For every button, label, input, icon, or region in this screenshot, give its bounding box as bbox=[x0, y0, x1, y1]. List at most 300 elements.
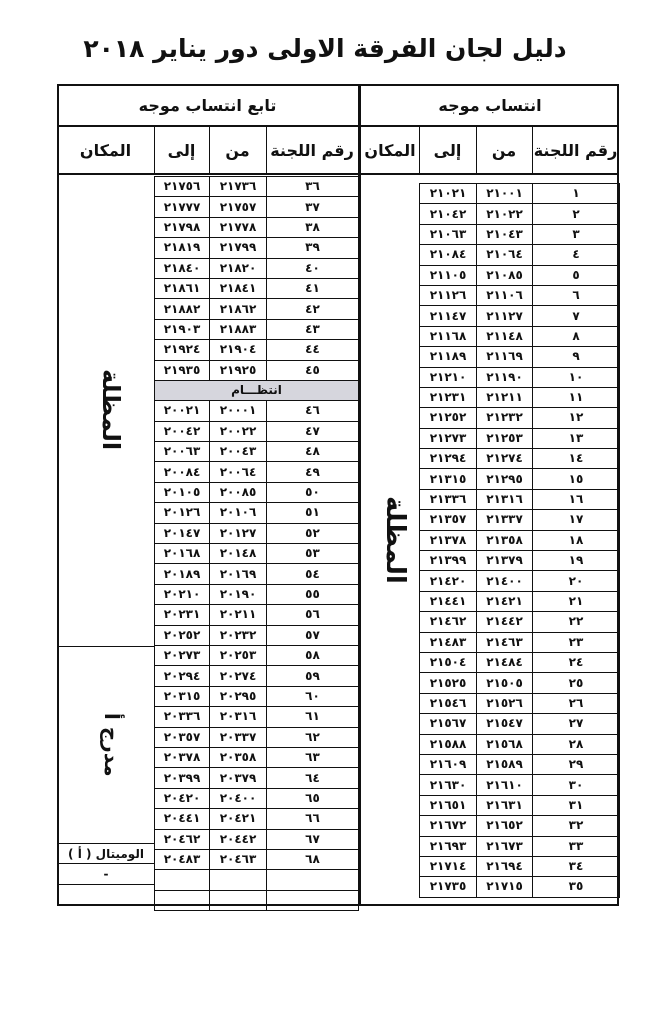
hdr-divider bbox=[209, 126, 210, 174]
committee-number-cell: ١٣ bbox=[533, 428, 620, 448]
table-row bbox=[420, 571, 620, 591]
from-seat-cell: ٢١٦٥٢ bbox=[477, 816, 533, 836]
table-row bbox=[155, 747, 359, 767]
from-seat-cell: ٢١٧٣٦ bbox=[210, 177, 267, 197]
table-row bbox=[155, 849, 359, 869]
from-seat-cell: ٢١٣٣٧ bbox=[477, 510, 533, 530]
committee-number-cell: ٤٥ bbox=[267, 360, 359, 380]
table-row bbox=[420, 591, 620, 611]
from-seat-cell: ٢١٢١١ bbox=[477, 387, 533, 407]
to-seat-cell: ٢١٠٨٤ bbox=[420, 245, 477, 265]
table-row bbox=[420, 551, 620, 571]
from-seat-cell: ٢١٧٩٩ bbox=[210, 238, 267, 258]
table-row bbox=[155, 197, 359, 217]
to-seat-cell: ٢١٥٢٥ bbox=[420, 673, 477, 693]
to-seat-cell: ٢١٣٧٨ bbox=[420, 530, 477, 550]
place-split-rule bbox=[57, 863, 154, 864]
to-seat-cell: ٢٠٢٣١ bbox=[155, 605, 210, 625]
right-col-from: من bbox=[491, 141, 517, 160]
from-seat-cell: ٢١٠٨٥ bbox=[477, 265, 533, 285]
to-seat-cell: ٢١١٠٥ bbox=[420, 265, 477, 285]
from-seat-cell: ٢١٦٣١ bbox=[477, 795, 533, 815]
place-split-rule bbox=[57, 646, 154, 647]
to-seat-cell: ٢١٤٨٣ bbox=[420, 632, 477, 652]
committee-number-cell: ٣١ bbox=[533, 795, 620, 815]
committee-number-cell: ٦٦ bbox=[267, 809, 359, 829]
committee-number-cell: ١٦ bbox=[533, 489, 620, 509]
table-row bbox=[155, 503, 359, 523]
to-seat-cell: ٢١٤٤١ bbox=[420, 591, 477, 611]
to-seat-cell: ٢١٣٩٩ bbox=[420, 551, 477, 571]
committee-number-cell: ٦٥ bbox=[267, 788, 359, 808]
empty-cell bbox=[267, 890, 359, 910]
left-place-label-bottom: مدرج أ bbox=[100, 713, 124, 777]
empty-row bbox=[155, 870, 359, 890]
committee-number-cell: ٢٧ bbox=[533, 714, 620, 734]
table-row bbox=[420, 530, 620, 550]
to-seat-cell: ٢٠١٨٩ bbox=[155, 564, 210, 584]
from-seat-cell: ٢١١٦٩ bbox=[477, 347, 533, 367]
hdr-divider bbox=[154, 126, 155, 174]
to-seat-cell: ٢١٠٢١ bbox=[420, 184, 477, 204]
empty-cell bbox=[210, 870, 267, 890]
committee-number-cell: ٢٦ bbox=[533, 693, 620, 713]
left-section-header: تابع انتساب موجه bbox=[138, 96, 277, 115]
to-seat-cell: ٢٠٤٢٠ bbox=[155, 788, 210, 808]
to-seat-cell: ٢٠٠٤٢ bbox=[155, 421, 210, 441]
from-seat-cell: ٢١٢٩٥ bbox=[477, 469, 533, 489]
committee-number-cell: ٥٧ bbox=[267, 625, 359, 645]
from-seat-cell: ٢٠٠٤٣ bbox=[210, 442, 267, 462]
committee-number-cell: ٩ bbox=[533, 347, 620, 367]
table-row bbox=[420, 714, 620, 734]
from-seat-cell: ٢٠٢٩٥ bbox=[210, 686, 267, 706]
to-seat-cell: ٢١٤٦٢ bbox=[420, 612, 477, 632]
left-col-to: إلى bbox=[167, 141, 196, 160]
table-row bbox=[155, 462, 359, 482]
table-row bbox=[155, 727, 359, 747]
to-seat-cell: ٢١٠٤٢ bbox=[420, 204, 477, 224]
left-place-label-dash: - bbox=[103, 867, 109, 881]
left-place-label-last: الوميتال ( أ ) bbox=[68, 847, 144, 861]
committee-number-cell: ٨ bbox=[533, 326, 620, 346]
table-row bbox=[420, 469, 620, 489]
committee-number-cell: ٢٥ bbox=[533, 673, 620, 693]
from-seat-cell: ٢٠٢٧٤ bbox=[210, 666, 267, 686]
committee-number-cell: ١٨ bbox=[533, 530, 620, 550]
table-row bbox=[420, 877, 620, 897]
committee-number-cell: ٤٣ bbox=[267, 319, 359, 339]
to-seat-cell: ٢١٣٥٧ bbox=[420, 510, 477, 530]
from-seat-cell: ٢٠١٢٧ bbox=[210, 523, 267, 543]
from-seat-cell: ٢١١٠٦ bbox=[477, 285, 533, 305]
to-seat-cell: ٢٠٤٨٣ bbox=[155, 849, 210, 869]
committee-number-cell: ٥١ bbox=[267, 503, 359, 523]
empty-cell bbox=[155, 890, 210, 910]
from-seat-cell: ٢٠٢٣٢ bbox=[210, 625, 267, 645]
from-seat-cell: ٢١٧٥٧ bbox=[210, 197, 267, 217]
committee-number-cell: ٤٨ bbox=[267, 442, 359, 462]
table-row bbox=[420, 632, 620, 652]
table-row bbox=[420, 693, 620, 713]
to-seat-cell: ٢٠١٦٨ bbox=[155, 544, 210, 564]
from-seat-cell: ٢١٣١٦ bbox=[477, 489, 533, 509]
to-seat-cell: ٢٠٣٧٨ bbox=[155, 747, 210, 767]
break-label: انتظـــام bbox=[155, 380, 359, 400]
table-row bbox=[420, 428, 620, 448]
table-row bbox=[420, 652, 620, 672]
committee-number-cell: ٢٠ bbox=[533, 571, 620, 591]
committee-number-cell: ١ bbox=[533, 184, 620, 204]
table-row bbox=[420, 775, 620, 795]
committee-number-cell: ٣٣ bbox=[533, 836, 620, 856]
from-seat-cell: ٢١٧١٥ bbox=[477, 877, 533, 897]
committee-number-cell: ٤٤ bbox=[267, 340, 359, 360]
table-row bbox=[420, 673, 620, 693]
from-seat-cell: ٢١٨٨٣ bbox=[210, 319, 267, 339]
committee-number-cell: ١٧ bbox=[533, 510, 620, 530]
from-seat-cell: ٢٠١٦٩ bbox=[210, 564, 267, 584]
table-row bbox=[420, 510, 620, 530]
committee-number-cell: ٢٢ bbox=[533, 612, 620, 632]
to-seat-cell: ٢١٧٩٨ bbox=[155, 217, 210, 237]
to-seat-cell: ٢٠٢٧٣ bbox=[155, 645, 210, 665]
committee-number-cell: ٥٨ bbox=[267, 645, 359, 665]
left-col-place: المكان bbox=[79, 141, 132, 160]
table-row bbox=[420, 184, 620, 204]
to-seat-cell: ٢١١٤٧ bbox=[420, 306, 477, 326]
from-seat-cell: ٢١٤٠٠ bbox=[477, 571, 533, 591]
to-seat-cell: ٢٠٠٨٤ bbox=[155, 462, 210, 482]
table-row bbox=[155, 360, 359, 380]
to-seat-cell: ٢١٦٥١ bbox=[420, 795, 477, 815]
from-seat-cell: ٢٠٣٥٨ bbox=[210, 747, 267, 767]
to-seat-cell: ٢١٢٩٤ bbox=[420, 449, 477, 469]
from-seat-cell: ٢١٤٤٢ bbox=[477, 612, 533, 632]
to-seat-cell: ٢١٥٤٦ bbox=[420, 693, 477, 713]
to-seat-cell: ٢٠١٤٧ bbox=[155, 523, 210, 543]
to-seat-cell: ٢٠٤٦٢ bbox=[155, 829, 210, 849]
to-seat-cell: ٢١٨٦١ bbox=[155, 278, 210, 298]
to-seat-cell: ٢١٧١٤ bbox=[420, 856, 477, 876]
hdr-divider bbox=[419, 126, 420, 174]
from-seat-cell: ٢١٥٦٨ bbox=[477, 734, 533, 754]
to-seat-cell: ٢١٦٧٢ bbox=[420, 816, 477, 836]
committee-number-cell: ١١ bbox=[533, 387, 620, 407]
to-seat-cell: ٢١٩٢٤ bbox=[155, 340, 210, 360]
from-seat-cell: ٢٠١٠٦ bbox=[210, 503, 267, 523]
committee-number-cell: ٥٦ bbox=[267, 605, 359, 625]
to-seat-cell: ٢١٠٦٣ bbox=[420, 224, 477, 244]
from-seat-cell: ٢١٣٥٨ bbox=[477, 530, 533, 550]
from-seat-cell: ٢١٩٠٤ bbox=[210, 340, 267, 360]
to-seat-cell: ٢١٣٣٦ bbox=[420, 489, 477, 509]
table-row bbox=[155, 829, 359, 849]
table-row bbox=[155, 217, 359, 237]
from-seat-cell: ٢٠٤٤٢ bbox=[210, 829, 267, 849]
from-seat-cell: ٢١٥٢٦ bbox=[477, 693, 533, 713]
from-seat-cell: ٢١٤٢١ bbox=[477, 591, 533, 611]
from-seat-cell: ٢٠٣١٦ bbox=[210, 707, 267, 727]
committee-number-cell: ٢٤ bbox=[533, 652, 620, 672]
committee-number-cell: ٥٥ bbox=[267, 584, 359, 604]
from-seat-cell: ٢٠٠٢٢ bbox=[210, 421, 267, 441]
from-seat-cell: ٢١٥٠٥ bbox=[477, 673, 533, 693]
to-seat-cell: ٢١٩٣٥ bbox=[155, 360, 210, 380]
table-row bbox=[155, 421, 359, 441]
from-seat-cell: ٢١١٤٨ bbox=[477, 326, 533, 346]
page-title: دليل لجان الفرقة الاولى دور يناير ٢٠١٨ bbox=[83, 34, 567, 63]
table-row bbox=[420, 612, 620, 632]
from-seat-cell: ٢٠١٩٠ bbox=[210, 584, 267, 604]
hdr-divider bbox=[476, 126, 477, 174]
from-seat-cell: ٢٠٢١١ bbox=[210, 605, 267, 625]
committee-number-cell: ٥٣ bbox=[267, 544, 359, 564]
from-seat-cell: ٢١٣٧٩ bbox=[477, 551, 533, 571]
from-seat-cell: ٢٠٠٨٥ bbox=[210, 482, 267, 502]
committee-number-cell: ١٩ bbox=[533, 551, 620, 571]
from-seat-cell: ٢٠٤٠٠ bbox=[210, 788, 267, 808]
table-row bbox=[155, 544, 359, 564]
committee-number-cell: ١٢ bbox=[533, 408, 620, 428]
table-row bbox=[420, 816, 620, 836]
table-row bbox=[155, 605, 359, 625]
to-seat-cell: ٢١١٨٩ bbox=[420, 347, 477, 367]
table-row bbox=[155, 707, 359, 727]
right-col-committee: رقم اللجنة bbox=[533, 141, 618, 160]
committee-number-cell: ٧ bbox=[533, 306, 620, 326]
from-seat-cell: ٢١٠٢٢ bbox=[477, 204, 533, 224]
to-seat-cell: ٢١٦٣٠ bbox=[420, 775, 477, 795]
table-row bbox=[155, 523, 359, 543]
committee-number-cell: ٣٤ bbox=[533, 856, 620, 876]
to-seat-cell: ٢١٤٢٠ bbox=[420, 571, 477, 591]
table-row bbox=[420, 265, 620, 285]
committee-number-cell: ٢١ bbox=[533, 591, 620, 611]
to-seat-cell: ٢١٦٠٩ bbox=[420, 754, 477, 774]
to-seat-cell: ٢٠٢١٠ bbox=[155, 584, 210, 604]
to-seat-cell: ٢١٥٨٨ bbox=[420, 734, 477, 754]
committee-number-cell: ٦٤ bbox=[267, 768, 359, 788]
committee-number-cell: ٤١ bbox=[267, 278, 359, 298]
committee-number-cell: ٦٧ bbox=[267, 829, 359, 849]
hdr-divider bbox=[266, 126, 267, 174]
table-row bbox=[420, 306, 620, 326]
table-row bbox=[420, 347, 620, 367]
from-seat-cell: ٢٠٣٧٩ bbox=[210, 768, 267, 788]
table-row bbox=[155, 768, 359, 788]
to-seat-cell: ٢٠١٢٦ bbox=[155, 503, 210, 523]
to-seat-cell: ٢١١٦٨ bbox=[420, 326, 477, 346]
committee-number-cell: ٤٦ bbox=[267, 401, 359, 421]
table-row bbox=[420, 856, 620, 876]
to-seat-cell: ٢٠٢٩٤ bbox=[155, 666, 210, 686]
from-seat-cell: ٢١٦٩٤ bbox=[477, 856, 533, 876]
to-seat-cell: ٢٠٣٥٧ bbox=[155, 727, 210, 747]
committee-number-cell: ٣٨ bbox=[267, 217, 359, 237]
committee-number-cell: ٣٠ bbox=[533, 775, 620, 795]
committee-number-cell: ٢ bbox=[533, 204, 620, 224]
from-seat-cell: ٢١٨٤١ bbox=[210, 278, 267, 298]
to-seat-cell: ٢٠١٠٥ bbox=[155, 482, 210, 502]
committee-number-cell: ٤٠ bbox=[267, 258, 359, 278]
right-data-table bbox=[419, 183, 620, 898]
to-seat-cell: ٢١٧٥٦ bbox=[155, 177, 210, 197]
table-row bbox=[420, 367, 620, 387]
to-seat-cell: ٢١٨١٩ bbox=[155, 238, 210, 258]
empty-row bbox=[155, 890, 359, 910]
to-seat-cell: ٢٠٢٥٢ bbox=[155, 625, 210, 645]
committee-number-cell: ١٤ bbox=[533, 449, 620, 469]
from-seat-cell: ٢١٦١٠ bbox=[477, 775, 533, 795]
to-seat-cell: ٢١٥٠٤ bbox=[420, 652, 477, 672]
committee-number-cell: ٤٢ bbox=[267, 299, 359, 319]
committee-number-cell: ٥٩ bbox=[267, 666, 359, 686]
to-seat-cell: ٢١٩٠٣ bbox=[155, 319, 210, 339]
table-row bbox=[420, 387, 620, 407]
table-row bbox=[155, 686, 359, 706]
committee-number-cell: ٣٩ bbox=[267, 238, 359, 258]
right-place-label: المظلة bbox=[380, 496, 410, 584]
table-row bbox=[420, 449, 620, 469]
committee-number-cell: ١٠ bbox=[533, 367, 620, 387]
committee-number-cell: ٤ bbox=[533, 245, 620, 265]
table-row bbox=[155, 625, 359, 645]
right-col-to: إلى bbox=[433, 141, 462, 160]
to-seat-cell: ٢١٢١٠ bbox=[420, 367, 477, 387]
committee-number-cell: ٦١ bbox=[267, 707, 359, 727]
empty-cell bbox=[210, 890, 267, 910]
committee-number-cell: ٣٢ bbox=[533, 816, 620, 836]
table-row bbox=[155, 238, 359, 258]
table-row bbox=[420, 224, 620, 244]
table-row bbox=[155, 482, 359, 502]
table-row bbox=[420, 754, 620, 774]
from-seat-cell: ٢١٢٧٤ bbox=[477, 449, 533, 469]
empty-cell bbox=[267, 870, 359, 890]
table-row bbox=[420, 734, 620, 754]
table-row bbox=[420, 285, 620, 305]
table-row bbox=[155, 809, 359, 829]
committee-number-cell: ٤٧ bbox=[267, 421, 359, 441]
to-seat-cell: ٢١٦٩٣ bbox=[420, 836, 477, 856]
right-col-place: المكان bbox=[364, 141, 416, 160]
table-row bbox=[420, 408, 620, 428]
place-split-rule bbox=[57, 843, 154, 844]
to-seat-cell: ٢١٨٨٢ bbox=[155, 299, 210, 319]
table-row bbox=[155, 564, 359, 584]
from-seat-cell: ٢١٨٢٠ bbox=[210, 258, 267, 278]
committee-number-cell: ٥ bbox=[533, 265, 620, 285]
committee-number-cell: ٢٣ bbox=[533, 632, 620, 652]
committee-number-cell: ٢٨ bbox=[533, 734, 620, 754]
hdr-divider bbox=[532, 126, 533, 174]
to-seat-cell: ٢٠٣٣٦ bbox=[155, 707, 210, 727]
table-row bbox=[420, 836, 620, 856]
from-seat-cell: ٢٠٤٢١ bbox=[210, 809, 267, 829]
to-seat-cell: ٢١٢٣١ bbox=[420, 387, 477, 407]
from-seat-cell: ٢٠٠٠١ bbox=[210, 401, 267, 421]
to-seat-cell: ٢١٧٧٧ bbox=[155, 197, 210, 217]
committee-number-cell: ٦٣ bbox=[267, 747, 359, 767]
table-row bbox=[420, 204, 620, 224]
from-seat-cell: ٢١٢٥٣ bbox=[477, 428, 533, 448]
to-seat-cell: ٢١٢٥٢ bbox=[420, 408, 477, 428]
from-seat-cell: ٢١٤٨٤ bbox=[477, 652, 533, 672]
table-row bbox=[155, 258, 359, 278]
left-col-from: من bbox=[225, 141, 250, 160]
committee-number-cell: ٦٠ bbox=[267, 686, 359, 706]
table-row bbox=[155, 401, 359, 421]
committee-number-cell: ٢٩ bbox=[533, 754, 620, 774]
to-seat-cell: ٢٠٣٩٩ bbox=[155, 768, 210, 788]
from-seat-cell: ٢١٠٤٣ bbox=[477, 224, 533, 244]
from-seat-cell: ٢١١٢٧ bbox=[477, 306, 533, 326]
table-row bbox=[155, 442, 359, 462]
committee-number-cell: ٥٢ bbox=[267, 523, 359, 543]
table-row bbox=[420, 795, 620, 815]
from-seat-cell: ٢١٥٤٧ bbox=[477, 714, 533, 734]
committee-number-cell: ٣ bbox=[533, 224, 620, 244]
table-row bbox=[155, 177, 359, 197]
from-seat-cell: ٢١٩٢٥ bbox=[210, 360, 267, 380]
committee-number-cell: ٣٧ bbox=[267, 197, 359, 217]
empty-cell bbox=[155, 870, 210, 890]
left-data-table bbox=[154, 176, 359, 911]
from-seat-cell: ٢١٧٧٨ bbox=[210, 217, 267, 237]
committee-number-cell: ٣٦ bbox=[267, 177, 359, 197]
from-seat-cell: ٢١٢٣٢ bbox=[477, 408, 533, 428]
to-seat-cell: ٢٠٠٢١ bbox=[155, 401, 210, 421]
to-seat-cell: ٢١٣١٥ bbox=[420, 469, 477, 489]
header-rule bbox=[57, 125, 619, 127]
from-seat-cell: ٢٠٤٦٣ bbox=[210, 849, 267, 869]
committee-number-cell: ٥٤ bbox=[267, 564, 359, 584]
table-row bbox=[155, 340, 359, 360]
to-seat-cell: ٢١٥٦٧ bbox=[420, 714, 477, 734]
table-row bbox=[155, 278, 359, 298]
table-row bbox=[155, 299, 359, 319]
table-row bbox=[155, 319, 359, 339]
from-seat-cell: ٢١٤٦٣ bbox=[477, 632, 533, 652]
left-place-label-top: المظلة bbox=[97, 369, 125, 451]
right-section-header: انتساب موجه bbox=[438, 96, 542, 115]
to-seat-cell: ٢١٧٣٥ bbox=[420, 877, 477, 897]
to-seat-cell: ٢٠٠٦٣ bbox=[155, 442, 210, 462]
from-seat-cell: ٢١٥٨٩ bbox=[477, 754, 533, 774]
committee-number-cell: ٦٨ bbox=[267, 849, 359, 869]
to-seat-cell: ٢٠٣١٥ bbox=[155, 686, 210, 706]
table-row bbox=[155, 645, 359, 665]
to-seat-cell: ٢١١٢٦ bbox=[420, 285, 477, 305]
from-seat-cell: ٢٠٠٦٤ bbox=[210, 462, 267, 482]
committee-number-cell: ١٥ bbox=[533, 469, 620, 489]
table-row bbox=[155, 666, 359, 686]
from-seat-cell: ٢١٠٠١ bbox=[477, 184, 533, 204]
left-col-committee: رقم اللجنة bbox=[270, 141, 354, 160]
committee-number-cell: ٦ bbox=[533, 285, 620, 305]
from-seat-cell: ٢٠١٤٨ bbox=[210, 544, 267, 564]
from-seat-cell: ٢١٨٦٢ bbox=[210, 299, 267, 319]
from-seat-cell: ٢١٠٦٤ bbox=[477, 245, 533, 265]
to-seat-cell: ٢٠٤٤١ bbox=[155, 809, 210, 829]
break-row bbox=[155, 380, 359, 400]
table-row bbox=[155, 584, 359, 604]
from-seat-cell: ٢٠٣٣٧ bbox=[210, 727, 267, 747]
committee-number-cell: ٥٠ bbox=[267, 482, 359, 502]
table-row bbox=[420, 326, 620, 346]
table-row bbox=[155, 788, 359, 808]
